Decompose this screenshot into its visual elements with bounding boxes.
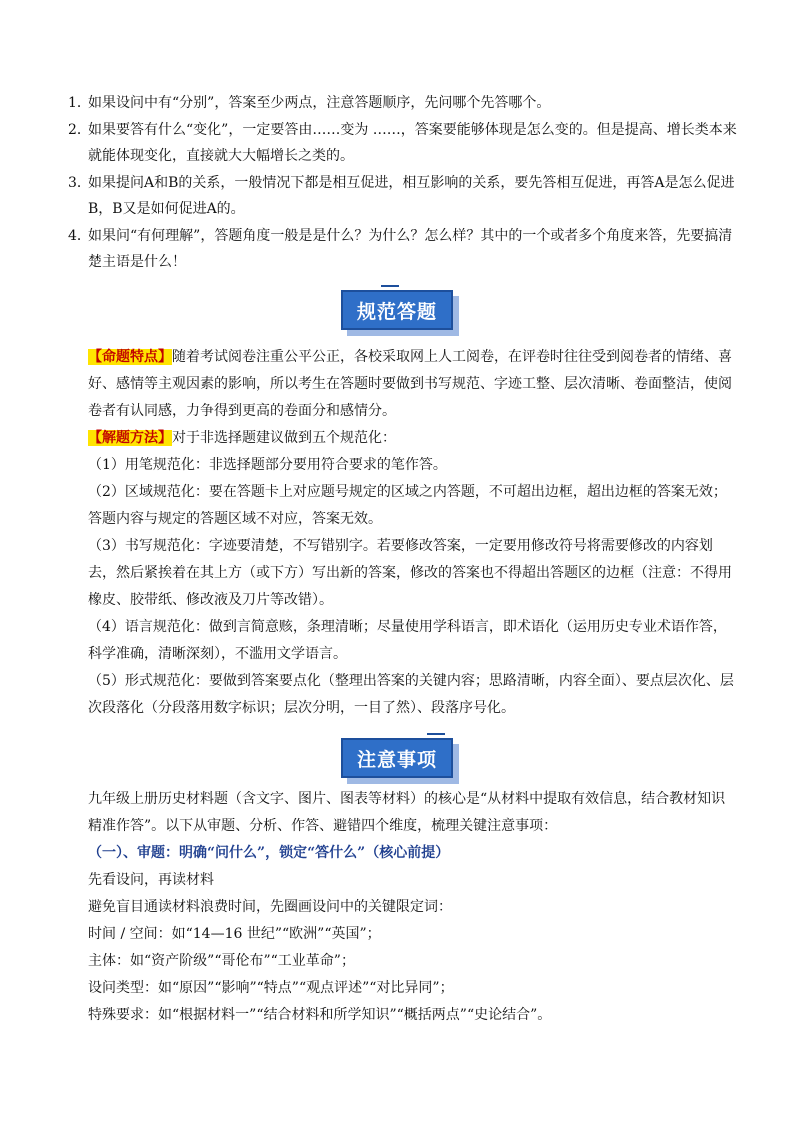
proposition-features-text: 随着考试阅卷注重公平公正，各校采取网上人工阅卷，在评卷时往往受到阅卷者的情绪、喜好、感情等主观因素的影响，所以考生在答题时要做到书写规范、字迹工整、层次清晰、卷面整洁，使阅卷者有认同感，力争得到更高的卷面分和感情分。: [88, 349, 732, 419]
notes-subheading: （一）、审题：明确“问什么”，锁定“答什么”（核心前提）: [88, 845, 450, 861]
list-item-number: 2．: [68, 121, 91, 138]
notes-line: 避免盲目通读材料浪费时间，先圈画设问中的关键限定词：: [88, 899, 452, 915]
proposition-features-tag: 【命题特点】: [88, 349, 172, 365]
list-item: [68, 117, 738, 170]
list-item: [68, 223, 738, 276]
banner-decoration: [427, 733, 445, 735]
list-item-text: 如果提问A和B的关系，一般情况下都是相互促进，相互影响的关系，要先答相互促进，再答A是怎么促进B，B又是如何促进A的。: [88, 174, 735, 217]
method-paragraph: [88, 425, 738, 452]
list-item-number: 4．: [68, 227, 91, 244]
standard-item: （2）区域规范化：要在答题卡上对应题号规定的区域之内答题，不可超出边框，超出边框的答案无效；答题内容与规定的答题区域不对应，答案无效。: [88, 484, 727, 527]
banner-wrapper-1: [0, 290, 794, 330]
method-tag: 【解题方法】: [88, 430, 172, 446]
list-item-text: 如果问“有何理解”，答题角度一般是是什么？为什么？怎么样？其中的一个或者多个角度来答，先要搞清楚主语是什么！: [88, 227, 733, 270]
banner-title: 规范答题: [341, 290, 453, 330]
list-item-text: 如果设问中有“分别”，答案至少两点，注意答题顺序，先问哪个先答哪个。: [88, 95, 551, 111]
standard-item: （4）语言规范化：做到言简意赅，条理清晰；尽量使用学科语言，即术语化（运用历史专业术语作答，科学准确，清晰深刻），不滥用文学语言。: [88, 619, 727, 662]
section-banner-standard-answering: [341, 290, 453, 330]
banner-wrapper-2: [0, 738, 794, 778]
notes-line: 主体：如“资产阶级”“哥伦布”“工业革命”；: [88, 953, 355, 969]
list-item-number: 1．: [68, 95, 91, 111]
notes-line: 特殊要求：如“根据材料一”“结合材料和所学知识”“概括两点”“史论结合”。: [88, 1007, 552, 1023]
standard-answering-section: [88, 344, 738, 722]
notes-line: 先看设问，再读材料: [88, 872, 214, 888]
method-text: 对于非选择题建议做到五个规范化：: [172, 430, 396, 446]
standard-item: （5）形式规范化：要做到答案要点化（整理出答案的关键内容；思路清晰，内容全面）、要点层次化、层次段落化（分段落用数字标识；层次分明，一目了然）、段落序号化。: [88, 673, 734, 716]
banner-decoration: [381, 285, 399, 287]
tips-list: [68, 90, 738, 276]
standard-item: （3）书写规范化：字迹要清楚，不写错别字。若要修改答案，一定要用修改符号将需要修改的内容划去，然后紧挨着在其上方（或下方）写出新的答案，修改的答案也不得超出答题区的边框（注意：不得用橡皮、胶带纸、修改液及刀片等改错）。: [88, 538, 732, 608]
list-item-number: 3．: [68, 174, 91, 191]
notes-line: 设问类型：如“原因”“影响”“特点”“观点评述”“对比异同”；: [88, 980, 454, 996]
proposition-features-paragraph: [88, 344, 738, 425]
notes-line: 时间 / 空间：如“14—16 世纪”“欧洲”“英国”；: [88, 926, 381, 942]
notes-intro: 九年级上册历史材料题（含文字、图片、图表等材料）的核心是“从材料中提取有效信息，结合教材知识精准作答”。以下从审题、分析、作答、避错四个维度，梳理关键注意事项：: [88, 791, 726, 834]
list-item: [68, 90, 738, 117]
notes-section: [88, 786, 738, 1029]
standard-item: （1）用笔规范化：非选择题部分要用符合要求的笔作答。: [88, 457, 447, 473]
section-banner-notes: [341, 738, 453, 778]
list-item-text: 如果要答有什么“变化”，一定要答由……变为 ……，答案要能够体现是怎么变的。但是提高、增长类本来就能体现变化，直接就大大幅增长之类的。: [88, 121, 737, 164]
list-item: [68, 170, 738, 223]
banner-title: 注意事项: [341, 738, 453, 778]
